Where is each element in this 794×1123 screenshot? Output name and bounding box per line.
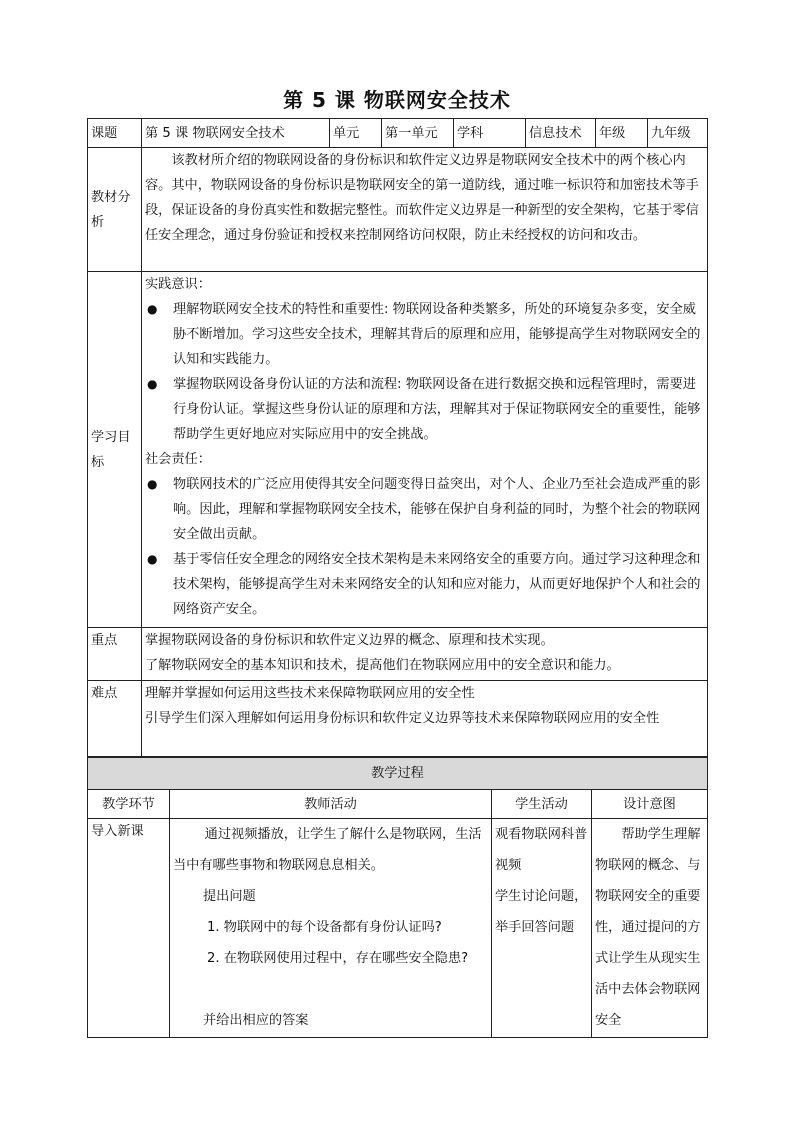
analysis-text [142,148,708,272]
process-heading: 教学过程 [88,758,708,790]
analysis-row [88,148,708,272]
page-title: 第 5 课 物联网安全技术 [283,88,511,112]
unit-label: 单元 [330,119,382,148]
goals-content [142,272,708,628]
info-header-row [88,119,708,148]
stage-cell: 导入新课 [88,819,170,1038]
question-item: 1. 物联网中的每个设备都有身份认证吗? [207,920,442,935]
key-points-label: 重点 [88,628,142,681]
lesson-info-table [87,118,708,757]
key-point-line: 掌握物联网设备的身份标识和软件定义边界的概念、原理和技术实现。 [145,633,554,648]
difficulties-label: 难点 [88,681,142,757]
column-teacher: 教师活动 [170,790,492,819]
subject-value: 信息技术 [526,119,596,148]
topic-label: 课题 [88,119,142,148]
difficulties-content [142,681,708,757]
analysis-paragraph: 该教材所介绍的物联网设备的身份标识和软件定义边界是物联网安全技术中的两个核心内容。其中，物联网设备的身份标识是物联网安全的第一道防线，通过唯一标识符和加密技术等手段，保证设备的身份真实性和数据完整性。而软件定义边界是一种新型的安全架构，它基于零信任安全理念，通过身份验证和授权来控制网络访问权限，防止未经授权的访问和攻击。 [145,153,699,243]
bullet-icon: ● [147,302,158,316]
teacher-activity-cell [170,819,492,1038]
social-item-text: 基于零信任安全理念的网络安全技术架构是未来网络安全的重要方向。通过学习这种理念和技术架构，能够提高学生对未来网络安全的认知和应对能力，从而更好地保护个人和社会的网络资产安全。 [173,552,701,617]
grade-value: 九年级 [648,119,708,148]
student-activity-cell: 观看物联网科普视频 学生讨论问题，举手回答问题 [492,819,592,1038]
difficulties-row [88,681,708,757]
key-point-line: 了解物联网安全的基本知识和技术，提高他们在物联网应用中的安全意识和能力。 [145,658,620,673]
difficulty-line: 理解并掌握如何运用这些技术来保障物联网应用的安全性 [145,686,475,701]
teaching-process-table [87,757,708,1038]
bullet-icon: ● [147,552,158,566]
difficulty-line: 引导学生们深入理解如何运用身份标识和软件定义边界等技术来保障物联网应用的安全性 [145,711,660,726]
process-row-intro [88,819,708,1038]
practice-heading: 实践意识： [145,277,211,292]
column-stage: 教学环节 [88,790,170,819]
social-item-text: 物联网技术的广泛应用使得其安全问题变得日益突出，对个人、企业乃至社会造成严重的影响。因此，理解和掌握物联网安全技术，能够在保护自身利益的同时，为整个社会的物联网安全做出贡献。 [173,477,701,542]
teacher-intro: 通过视频播放，让学生了解什么是物联网，生活当中有哪些事物和物联网息息相关。 [173,827,482,873]
unit-value: 第一单元 [382,119,454,148]
bullet-icon: ● [147,477,158,491]
social-item [145,472,704,547]
topic-value: 第 5 课 物联网安全技术 [142,119,330,148]
social-heading: 社会责任： [145,452,211,467]
grade-label: 年级 [596,119,648,148]
design-intent-cell: 帮助学生理解物联网的概念、与物联网安全的重要性，通过提问的方式让学生从现实生活中去体会物联网安全 [592,819,708,1038]
column-design: 设计意图 [592,790,708,819]
practice-item-text: 掌握物联网设备身份认证的方法和流程: 物联网设备在进行数据交换和远程管理时，需要进行身份认证。掌握这些身份认证的原理和方法，理解其对于保证物联网安全的重要性，能够帮助学生更好地应对实际应用中的安全挑战。 [173,377,701,442]
social-item [145,547,704,622]
goals-label: 学习目标 [88,272,142,628]
key-points-content [142,628,708,681]
practice-item [145,297,704,372]
process-columns-row [88,790,708,819]
subject-label: 学科 [454,119,526,148]
analysis-label: 教材分析 [88,148,142,272]
teacher-answer: 并给出相应的答案 [203,1013,309,1028]
practice-item [145,372,704,447]
practice-item-text: 理解物联网安全技术的特性和重要性: 物联网设备种类繁多，所处的环境复杂多变，安全威胁不断增加。学习这些安全技术，理解其背后的原理和应用，能够提高学生对物联网安全的认知和实践能力。 [173,302,701,367]
goals-row [88,272,708,628]
bullet-icon: ● [147,377,158,391]
process-heading-row [88,758,708,790]
question-item: 2. 在物联网使用过程中，存在哪些安全隐患? [207,951,469,966]
column-student: 学生活动 [492,790,592,819]
teacher-ask: 提出问题 [203,889,256,904]
key-points-row [88,628,708,681]
